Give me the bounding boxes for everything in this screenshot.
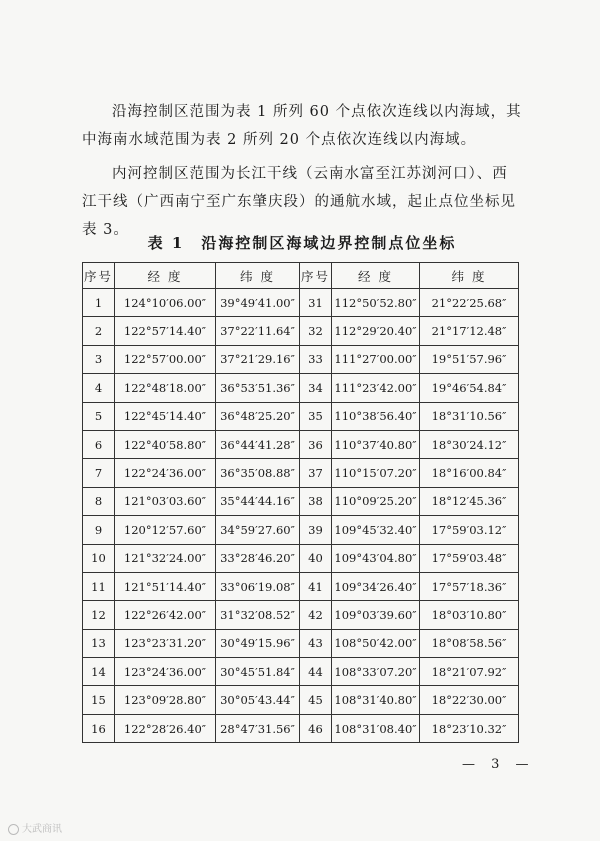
cell-latitude-left: 33°28′46.20″ [216, 544, 300, 572]
cell-latitude-left: 36°53′51.36″ [216, 374, 300, 402]
cell-latitude-left: 33°06′19.08″ [216, 572, 300, 600]
table-row [83, 714, 519, 742]
cell-longitude-left: 122°45′14.40″ [115, 402, 216, 430]
cell-latitude-right: 18°22′30.00″ [420, 686, 519, 714]
cell-longitude-right: 112°29′20.40″ [332, 317, 420, 345]
table-caption: 表 1 沿海控制区海域边界控制点位坐标 [147, 234, 457, 252]
cell-longitude-left: 122°48′18.00″ [115, 374, 216, 402]
cell-longitude-right: 112°50′52.80″ [332, 289, 420, 317]
table-row [83, 601, 519, 629]
cell-longitude-right: 109°43′04.80″ [332, 544, 420, 572]
cell-latitude-right: 17°59′03.12″ [420, 516, 519, 544]
cell-latitude-right: 19°51′57.96″ [420, 345, 519, 373]
cell-seq-right: 39 [300, 516, 332, 544]
cell-seq-right: 35 [300, 402, 332, 430]
cell-latitude-left: 39°49′41.00″ [216, 289, 300, 317]
cell-longitude-left: 122°28′26.40″ [115, 714, 216, 742]
cell-longitude-left: 122°57′00.00″ [115, 345, 216, 373]
cell-latitude-right: 18°31′10.56″ [420, 402, 519, 430]
cell-seq-left: 11 [83, 572, 115, 600]
cell-seq-left: 12 [83, 601, 115, 629]
cell-seq-right: 36 [300, 430, 332, 458]
page-number: — 3 — [462, 757, 535, 772]
cell-longitude-left: 121°32′24.00″ [115, 544, 216, 572]
cell-longitude-right: 108°31′08.40″ [332, 714, 420, 742]
cell-latitude-left: 36°35′08.88″ [216, 459, 300, 487]
cell-longitude-left: 122°40′58.80″ [115, 430, 216, 458]
cell-seq-right: 40 [300, 544, 332, 572]
cell-longitude-left: 122°26′42.00″ [115, 601, 216, 629]
cell-seq-left: 15 [83, 686, 115, 714]
table-row [83, 686, 519, 714]
cell-longitude-right: 111°23′42.00″ [332, 374, 420, 402]
cell-longitude-left: 123°09′28.80″ [115, 686, 216, 714]
cell-latitude-left: 31°32′08.52″ [216, 601, 300, 629]
cell-longitude-right: 109°45′32.40″ [332, 516, 420, 544]
cell-seq-right: 37 [300, 459, 332, 487]
cell-longitude-right: 108°50′42.00″ [332, 629, 420, 657]
cell-seq-left: 16 [83, 714, 115, 742]
cell-longitude-right: 110°09′25.20″ [332, 487, 420, 515]
cell-longitude-left: 123°23′31.20″ [115, 629, 216, 657]
cell-seq-right: 32 [300, 317, 332, 345]
cell-latitude-right: 18°03′10.80″ [420, 601, 519, 629]
cell-longitude-left: 120°12′57.60″ [115, 516, 216, 544]
header-seq-right: 序号 [300, 263, 332, 289]
table-row [83, 516, 519, 544]
cell-seq-right: 44 [300, 658, 332, 686]
cell-seq-left: 6 [83, 430, 115, 458]
cell-seq-left: 4 [83, 374, 115, 402]
cell-seq-left: 7 [83, 459, 115, 487]
cell-latitude-left: 30°49′15.96″ [216, 629, 300, 657]
cell-longitude-left: 123°24′36.00″ [115, 658, 216, 686]
table-row [83, 629, 519, 657]
cell-seq-right: 45 [300, 686, 332, 714]
cell-latitude-right: 21°22′25.68″ [420, 289, 519, 317]
table-row [83, 402, 519, 430]
header-seq-left: 序号 [83, 263, 115, 289]
table-row [83, 345, 519, 373]
cell-seq-left: 3 [83, 345, 115, 373]
cell-latitude-right: 18°30′24.12″ [420, 430, 519, 458]
table-row [83, 572, 519, 600]
cell-longitude-right: 108°33′07.20″ [332, 658, 420, 686]
cell-seq-right: 41 [300, 572, 332, 600]
table-row [83, 459, 519, 487]
cell-seq-left: 5 [83, 402, 115, 430]
watermark-logo-icon [8, 824, 19, 835]
cell-latitude-right: 19°46′54.84″ [420, 374, 519, 402]
cell-latitude-right: 21°17′12.48″ [420, 317, 519, 345]
cell-latitude-left: 35°44′44.16″ [216, 487, 300, 515]
cell-seq-left: 2 [83, 317, 115, 345]
table-row [83, 289, 519, 317]
header-longitude-left: 经 度 [115, 263, 216, 289]
table-row [83, 544, 519, 572]
table-row [83, 658, 519, 686]
cell-seq-left: 10 [83, 544, 115, 572]
cell-seq-left: 8 [83, 487, 115, 515]
cell-seq-left: 9 [83, 516, 115, 544]
cell-longitude-left: 122°57′14.40″ [115, 317, 216, 345]
cell-seq-right: 46 [300, 714, 332, 742]
cell-longitude-right: 109°34′26.40″ [332, 572, 420, 600]
table-row [83, 317, 519, 345]
cell-seq-right: 34 [300, 374, 332, 402]
cell-latitude-left: 36°48′25.20″ [216, 402, 300, 430]
table-row [83, 430, 519, 458]
cell-longitude-right: 110°38′56.40″ [332, 402, 420, 430]
cell-seq-right: 38 [300, 487, 332, 515]
cell-latitude-left: 30°45′51.84″ [216, 658, 300, 686]
control-points-table [82, 262, 519, 743]
header-latitude-right: 纬 度 [420, 263, 519, 289]
cell-latitude-right: 18°12′45.36″ [420, 487, 519, 515]
paragraph-inland-scope: 内河控制区范围为长江干线（云南水富至江苏浏河口）、西江干线（广西南宁至广东肇庆段）的通航水域，起止点位坐标见表 3。 [82, 166, 516, 238]
cell-longitude-left: 122°24′36.00″ [115, 459, 216, 487]
cell-latitude-left: 28°47′31.56″ [216, 714, 300, 742]
cell-longitude-left: 124°10′06.00″ [115, 289, 216, 317]
cell-latitude-right: 18°16′00.84″ [420, 459, 519, 487]
cell-seq-right: 31 [300, 289, 332, 317]
cell-latitude-right: 17°57′18.36″ [420, 572, 519, 600]
cell-seq-right: 42 [300, 601, 332, 629]
cell-longitude-right: 109°03′39.60″ [332, 601, 420, 629]
header-longitude-right: 经 度 [332, 263, 420, 289]
cell-seq-right: 43 [300, 629, 332, 657]
cell-latitude-right: 18°23′10.32″ [420, 714, 519, 742]
cell-latitude-left: 36°44′41.28″ [216, 430, 300, 458]
cell-latitude-right: 18°21′07.92″ [420, 658, 519, 686]
cell-latitude-left: 37°21′29.16″ [216, 345, 300, 373]
cell-longitude-right: 108°31′40.80″ [332, 686, 420, 714]
cell-seq-left: 1 [83, 289, 115, 317]
table-row [83, 487, 519, 515]
cell-latitude-right: 18°08′58.56″ [420, 629, 519, 657]
cell-latitude-left: 30°05′43.44″ [216, 686, 300, 714]
cell-longitude-right: 111°27′00.00″ [332, 345, 420, 373]
cell-latitude-left: 34°59′27.60″ [216, 516, 300, 544]
cell-latitude-left: 37°22′11.64″ [216, 317, 300, 345]
cell-longitude-left: 121°51′14.40″ [115, 572, 216, 600]
cell-longitude-left: 121°03′03.60″ [115, 487, 216, 515]
table-header-row [83, 263, 519, 289]
paragraph-coastal-scope: 沿海控制区范围为表 1 所列 60 个点依次连线以内海域，其中海南水域范围为表 2 所列 20 个点依次连线以内海域。 [82, 104, 522, 148]
table-row [83, 374, 519, 402]
cell-longitude-right: 110°37′40.80″ [332, 430, 420, 458]
cell-longitude-right: 110°15′07.20″ [332, 459, 420, 487]
watermark: 大武商讯 [8, 820, 62, 835]
cell-seq-right: 33 [300, 345, 332, 373]
cell-seq-left: 13 [83, 629, 115, 657]
cell-latitude-right: 17°59′03.48″ [420, 544, 519, 572]
header-latitude-left: 纬 度 [216, 263, 300, 289]
cell-seq-left: 14 [83, 658, 115, 686]
